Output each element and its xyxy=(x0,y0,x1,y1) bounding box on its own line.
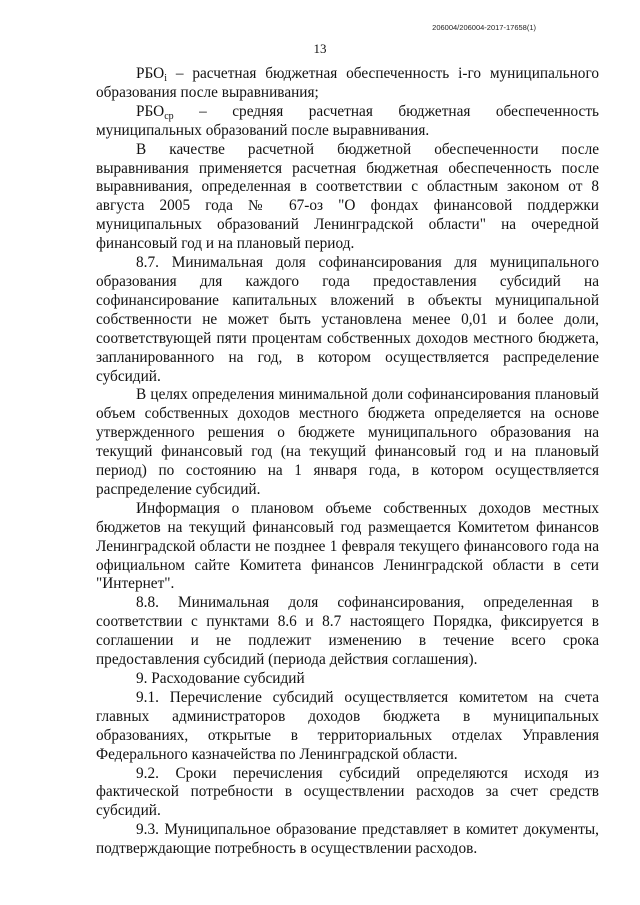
document-body xyxy=(96,65,599,859)
definition-symbol: РБО xyxy=(136,65,165,82)
document-code: 206004/206004-2017-17658(1) xyxy=(432,23,536,32)
paragraph-calculated-security: В качестве расчетной бюджетной обеспеченности после выравнивания применяется расчетная бюджетная обеспеченность после выравнивания, определенная в соответствии с областным законом от 8 августа 2005 года № 67-оз "О фондах финансовой поддержки муниципальных образований Ленинградской области" на очередной финансовый год и на плановый период. xyxy=(96,140,599,253)
paragraph-9-3: 9.3. Муниципальное образование представляет в комитет документы, подтверждающие потребность в осуществлении расходов. xyxy=(96,821,599,858)
definition-subscript: ср xyxy=(164,110,174,122)
definition-rbo-sr xyxy=(96,103,599,141)
paragraph-minimum-share-purpose: В целях определения минимальной доли софинансирования плановый объем собственных доходов местного бюджета определяется на основе утвержденного решения о бюджете муниципального образования на текущий финансовый год (на текущий финансовый год и на плановый период) по состоянию на 1 января года, в котором осуществляется распределение субсидий. xyxy=(96,386,599,498)
definition-subscript: i xyxy=(164,73,168,84)
paragraph-information-posting: Информация о плановом объеме собственных доходов местных бюджетов на текущий финансовый год размещается Комитетом финансов Ленинградской области не позднее 1 февраля текущего финансового года на официальном сайте Комитета финансов Ленинградской области в сети "Интернет". xyxy=(96,499,599,593)
page-number: 13 xyxy=(313,41,327,56)
definition-text: – расчетная бюджетная обеспеченность i-го муниципального образования после выравнивания; xyxy=(96,65,599,101)
paragraph-8-7: 8.7. Минимальная доля софинансирования для муниципального образования для каждого года предоставления субсидий на софинансирование капитальных вложений в объекты муниципальной собственности не может быть установлена менее 0,01 и более доли, соответствующей пяти процентам собственных доходов местного бюджета, запланированного на год, в котором осуществляется распределение субсидий. xyxy=(96,254,599,385)
paragraph-9-2: 9.2. Сроки перечисления субсидий определяются исходя из фактической потребности в осуществлении расходов за счет средств субсидий. xyxy=(96,764,599,820)
section-heading-9: 9. Расходование субсидий xyxy=(136,670,305,687)
definition-text: – средняя расчетная бюджетная обеспеченность муниципальных образований после выравнивания. xyxy=(96,102,599,139)
definition-symbol: РБО xyxy=(136,102,165,120)
paragraph-9-1: 9.1. Перечисление субсидий осуществляется комитетом на счета главных администраторов доходов бюджета в муниципальных образованиях, открытые в территориальных отделах Управления Федерального казначейства по Ленинградской области. xyxy=(96,688,599,763)
definition-rbo-i xyxy=(96,65,599,103)
paragraph-8-8: 8.8. Минимальная доля софинансирования, определенная в соответствии с пунктами 8.6 и 8.7 настоящего Порядка, фиксируется в соглашении и не подлежит изменению в течение всего срока предоставления субсидий (периода действия соглашения). xyxy=(96,594,599,669)
